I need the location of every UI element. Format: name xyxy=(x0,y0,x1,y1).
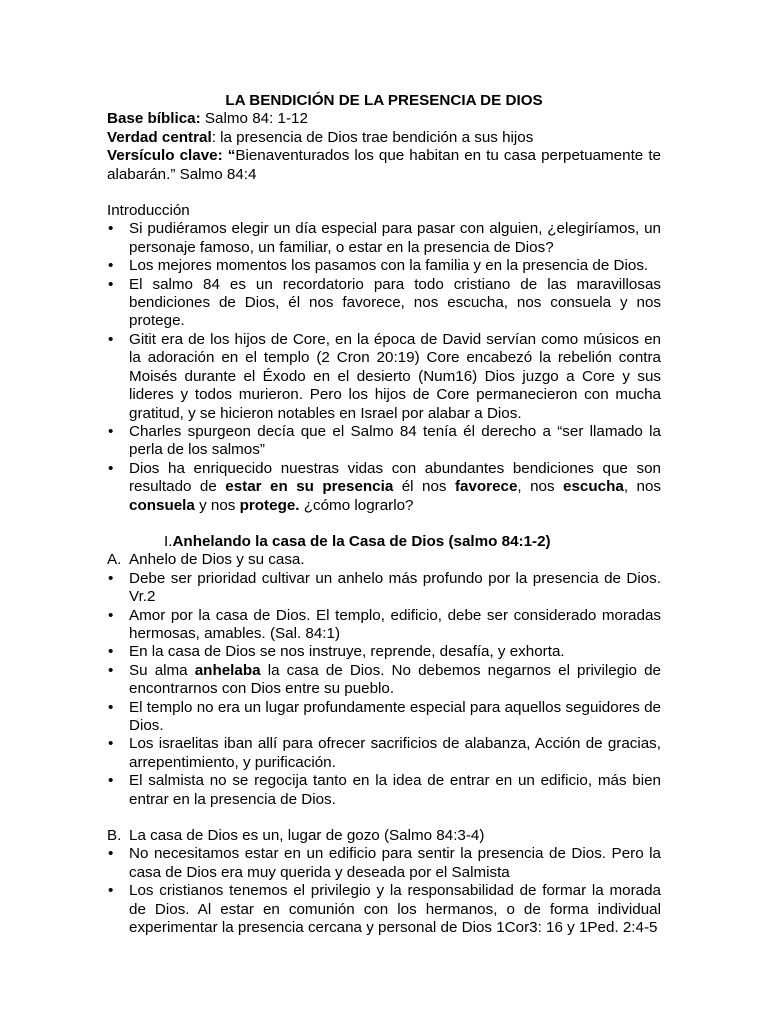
a-bullet-3: • En la casa de Dios se nos instruye, reprende, desafía, y exhorta. xyxy=(107,643,661,661)
intro-heading: Introducción xyxy=(107,202,190,220)
verdad-central-label: Verdad central xyxy=(107,128,212,146)
a-bullet-7: • El salmista no se regocija tanto en la idea de entrar en un edificio, más bien entrar en la presencia de Dios. xyxy=(107,772,661,809)
verdad-central-line xyxy=(107,129,661,147)
section-1-numeral: I. xyxy=(164,532,173,550)
a-bullet-6: • Los israelitas iban allí para ofrecer sacrificios de alabanza, Acción de gracias, arrepentimiento, y purificación. xyxy=(107,735,661,772)
intro-bullet-4: • Gitit era de los hijos de Core, en la época de David servían como músicos en la adoración en el templo (2 Cron 20:19) Core encabezó la rebelión contra Moisés durante el Éxodo en el desierto (Num16) Dios juzgo a Core y sus lideres y todos murieron. Pero los hijos de Core permanecieron con mucha gratitud, y se hicieron notables en Israel por alabar a Dios. xyxy=(107,331,661,423)
a-bullet-5: • El templo no era un lugar profundamente especial para aquellos seguidores de Dios. xyxy=(107,699,661,736)
intro-b6-bold-3: escucha xyxy=(563,478,624,496)
intro-bullet-3: • El salmo 84 es un recordatorio para todo cristiano de las maravillosas bendiciones de Dios, él nos favorece, nos escucha, nos consuela y nos protege. xyxy=(107,276,661,331)
subsection-b-list xyxy=(107,845,661,937)
intro-bullet-6 xyxy=(107,460,661,515)
section-1-heading xyxy=(107,533,661,551)
a-b4-text-2: la casa de Dios. No debemos negarnos el privilegio de encontrarnos con Dios entre su pueblo. xyxy=(129,661,661,698)
subsection-a-list xyxy=(107,570,661,809)
intro-bullet-1: • Si pudiéramos elegir un día especial para pasar con alguien, ¿elegiríamos, un personaje famoso, un familiar, o estar en la presencia de Dios? xyxy=(107,220,661,257)
intro-bullet-5: • Charles spurgeon decía que el Salmo 84 tenía él derecho a “ser llamado la perla de los salmos” xyxy=(107,423,661,460)
verdad-central-text: : la presencia de Dios trae bendición a sus hijos xyxy=(211,128,534,146)
subsection-b-letter: B. xyxy=(107,827,122,845)
a-b4-text-1: Su alma xyxy=(129,661,195,679)
spacer xyxy=(107,809,661,827)
intro-bullet-2: • Los mejores momentos los pasamos con la familia y en la presencia de Dios. xyxy=(107,257,661,275)
subsection-a-letter: A. xyxy=(107,551,122,569)
a-bullet-1: • Debe ser prioridad cultivar un anhelo más profundo por la presencia de Dios. Vr.2 xyxy=(107,570,661,607)
versiculo-clave-label: Versículo clave: “ xyxy=(107,147,236,165)
subsection-b-text: La casa de Dios es un, lugar de gozo (Salmo 84:3-4) xyxy=(129,827,485,845)
section-1-title: Anhelando la casa de la Casa de Dios (salmo 84:1-2) xyxy=(172,532,551,550)
b-bullet-2: • Los cristianos tenemos el privilegio y la responsabilidad de formar la morada de Dios. Al estar en comunión con los hermanos, o de forma individual experimentar la presencia cercana y personal de Dios 1Cor3: 16 y 1Ped. 2:4-5 xyxy=(107,882,661,937)
base-biblica-line xyxy=(107,110,661,128)
base-biblica-label: Base bíblica: xyxy=(107,110,201,128)
intro-b6-text-2: él nos xyxy=(393,478,455,496)
a-bullet-2: • Amor por la casa de Dios. El templo, edificio, debe ser considerado moradas hermosas, amables. (Sal. 84:1) xyxy=(107,607,661,644)
subsection-b xyxy=(107,827,661,845)
spacer xyxy=(107,184,661,202)
intro-b6-bold-1: estar en su presencia xyxy=(225,478,394,496)
versiculo-clave-text: Bienaventurados los que habitan en tu casa perpetuamente te alabarán.” Salmo 84:4 xyxy=(107,147,661,183)
intro-b6-text-3: , nos xyxy=(517,478,564,496)
subsection-a-text: Anhelo de Dios y su casa. xyxy=(129,551,305,569)
intro-b6-text-6: ¿cómo lograrlo? xyxy=(299,496,414,514)
intro-b6-bold-5: protege. xyxy=(239,496,300,514)
intro-b6-text-4: , nos xyxy=(623,478,661,496)
base-biblica-text: Salmo 84: 1-12 xyxy=(200,110,308,128)
intro-b6-text-1: Dios ha enriquecido nuestras vidas con abundantes bendiciones que son resultado de xyxy=(129,459,661,496)
document-title: LA BENDICIÓN DE LA PRESENCIA DE DIOS xyxy=(225,92,543,109)
spacer xyxy=(107,515,661,533)
intro-list xyxy=(107,220,661,515)
b-bullet-1: • No necesitamos estar en un edificio para sentir la presencia de Dios. Pero la casa de Dios era muy querida y deseada por el Salmista xyxy=(107,845,661,882)
intro-b6-bold-2: favorece xyxy=(454,478,518,496)
intro-b6-bold-4: consuela xyxy=(129,496,195,514)
intro-b6-text-5: y nos xyxy=(194,496,240,514)
subsection-a xyxy=(107,551,661,569)
a-b4-bold: anhelaba xyxy=(194,661,261,679)
a-bullet-4 xyxy=(107,662,661,699)
versiculo-clave-line xyxy=(107,147,661,184)
document-body xyxy=(107,92,661,937)
